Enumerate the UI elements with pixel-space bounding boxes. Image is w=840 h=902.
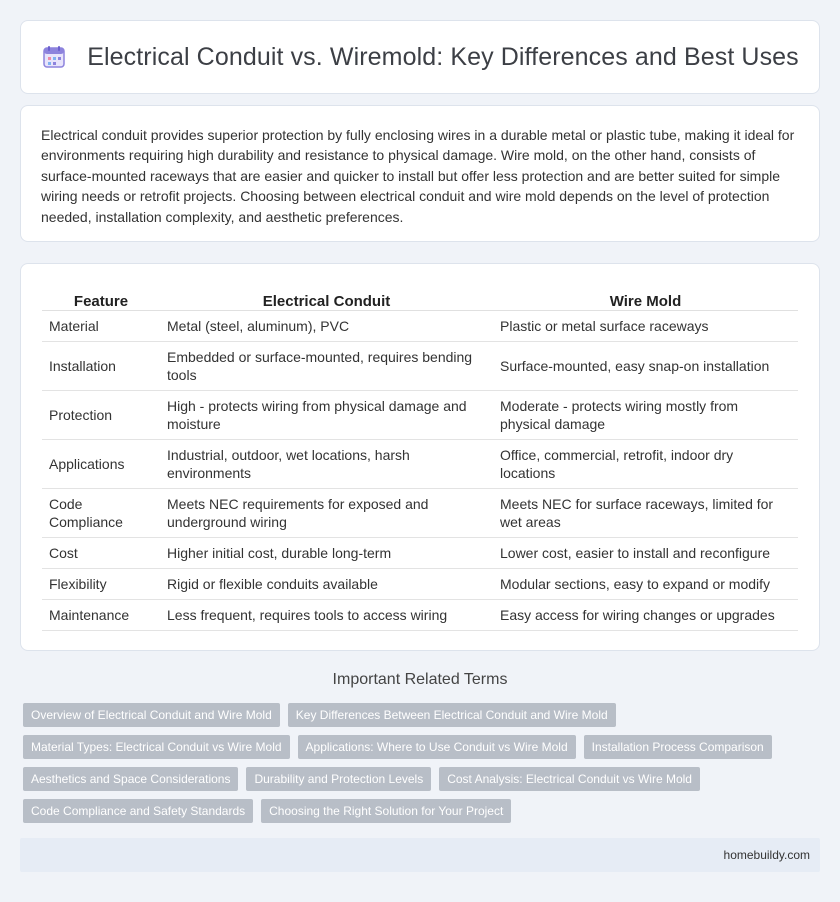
wiremold-cell: Lower cost, easier to install and reconfigure: [493, 537, 798, 568]
header-wire-mold: Wire Mold: [493, 284, 798, 310]
table-row: [42, 537, 798, 568]
intro-card: [20, 105, 820, 242]
footer-site-link[interactable]: homebuildy.com: [723, 848, 810, 862]
feature-cell: Installation: [42, 341, 160, 390]
title-card: [20, 20, 820, 94]
wiremold-cell: Easy access for wiring changes or upgrades: [493, 599, 798, 630]
calendar-icon: [41, 44, 67, 70]
wiremold-cell: Moderate - protects wiring mostly from physical damage: [493, 390, 798, 439]
related-terms-list: [23, 703, 823, 831]
conduit-cell: Industrial, outdoor, wet locations, harsh environments: [160, 439, 493, 488]
comparison-table: [42, 284, 798, 631]
feature-cell: Material: [42, 310, 160, 341]
feature-cell: Cost: [42, 537, 160, 568]
page-title: Electrical Conduit vs. Wiremold: Key Differences and Best Uses: [87, 42, 799, 71]
conduit-cell: Higher initial cost, durable long-term: [160, 537, 493, 568]
table-row: [42, 568, 798, 599]
conduit-cell: Metal (steel, aluminum), PVC: [160, 310, 493, 341]
related-term-tag[interactable]: Material Types: Electrical Conduit vs Wire Mold: [23, 735, 290, 759]
conduit-cell: Less frequent, requires tools to access wiring: [160, 599, 493, 630]
wiremold-cell: Meets NEC for surface raceways, limited for wet areas: [493, 488, 798, 537]
conduit-cell: Embedded or surface-mounted, requires bending tools: [160, 341, 493, 390]
conduit-cell: Meets NEC requirements for exposed and underground wiring: [160, 488, 493, 537]
comparison-card: [20, 263, 820, 651]
table-header-row: [42, 284, 798, 310]
conduit-cell: High - protects wiring from physical damage and moisture: [160, 390, 493, 439]
table-row: [42, 341, 798, 390]
table-row: [42, 599, 798, 630]
header-electrical-conduit: Electrical Conduit: [160, 284, 493, 310]
wiremold-cell: Surface-mounted, easy snap-on installation: [493, 341, 798, 390]
related-term-tag[interactable]: Choosing the Right Solution for Your Project: [261, 799, 511, 823]
header-feature: Feature: [42, 284, 160, 310]
feature-cell: Flexibility: [42, 568, 160, 599]
wiremold-cell: Office, commercial, retrofit, indoor dry locations: [493, 439, 798, 488]
related-term-tag[interactable]: Overview of Electrical Conduit and Wire Mold: [23, 703, 280, 727]
feature-cell: Protection: [42, 390, 160, 439]
related-term-tag[interactable]: Key Differences Between Electrical Conduit and Wire Mold: [288, 703, 616, 727]
wiremold-cell: Plastic or metal surface raceways: [493, 310, 798, 341]
table-row: [42, 390, 798, 439]
related-term-tag[interactable]: Cost Analysis: Electrical Conduit vs Wire Mold: [439, 767, 700, 791]
feature-cell: Applications: [42, 439, 160, 488]
intro-paragraph: Electrical conduit provides superior protection by fully enclosing wires in a durable metal or plastic tube, making it ideal for environments requiring high durability and resistance to physical damage. Wire mold, on the other hand, consists of surface-mounted raceways that are easier and quicker to install but offer less protection and are better suited for simple wiring needs or retrofit projects. Choosing between electrical conduit and wire mold depends on the level of protection needed, installation complexity, and aesthetic preferences.: [41, 127, 795, 225]
related-term-tag[interactable]: Durability and Protection Levels: [246, 767, 431, 791]
table-row: [42, 439, 798, 488]
related-terms-heading: Important Related Terms: [332, 671, 508, 688]
related-term-tag[interactable]: Code Compliance and Safety Standards: [23, 799, 253, 823]
feature-cell: Maintenance: [42, 599, 160, 630]
table-row: [42, 310, 798, 341]
wiremold-cell: Modular sections, easy to expand or modify: [493, 568, 798, 599]
conduit-cell: Rigid or flexible conduits available: [160, 568, 493, 599]
related-term-tag[interactable]: Applications: Where to Use Conduit vs Wire Mold: [298, 735, 576, 759]
table-row: [42, 488, 798, 537]
related-term-tag[interactable]: Aesthetics and Space Considerations: [23, 767, 238, 791]
related-term-tag[interactable]: Installation Process Comparison: [584, 735, 772, 759]
footer: [20, 838, 820, 872]
feature-cell: Code Compliance: [42, 488, 160, 537]
